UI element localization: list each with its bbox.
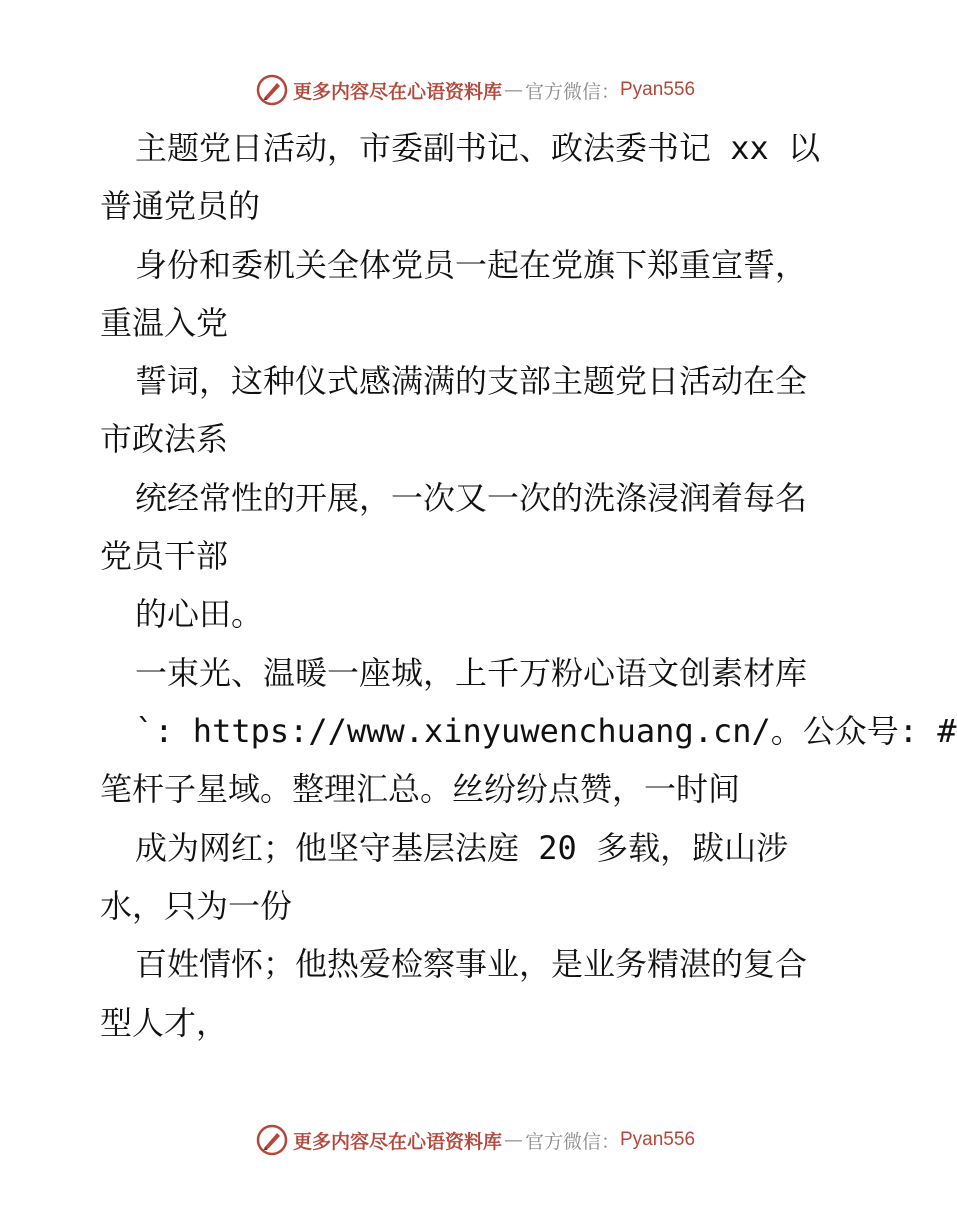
footer-dash: — — [503, 1129, 523, 1151]
body-line: 水，只为一份 — [100, 887, 293, 925]
footer-brand-text: 更多内容尽在心语资料库 — [292, 1130, 502, 1153]
header-wechat-id: Pyan556 — [620, 79, 696, 100]
body-line-url: `: https://www.xinyuwenchuang.cn/。公众号: # — [135, 712, 957, 750]
body-line: 型人才， — [100, 1004, 229, 1042]
header-dash: — — [503, 79, 523, 101]
body-line: 的心田。 — [135, 595, 264, 633]
body-line: 主题党日活动，市委副书记、政法委书记 xx 以 — [135, 129, 821, 167]
body-line: 统经常性的开展，一次又一次的洗涤浸润着每名 — [135, 479, 808, 517]
body-line: 成为网红；他坚守基层法庭 20 多载，跋山涉 — [135, 829, 789, 867]
body-line: 身份和委机关全体党员一起在党旗下郑重宣誓， — [135, 246, 808, 284]
body-line: 党员干部 — [100, 537, 229, 575]
footer-wechat-id: Pyan556 — [620, 1129, 696, 1150]
body-line: 百姓情怀；他热爱检察事业，是业务精湛的复合 — [135, 945, 808, 983]
pen-logo-icon — [255, 73, 289, 107]
body-line: 市政法系 — [100, 420, 229, 458]
header-brand-text: 更多内容尽在心语资料库 — [292, 80, 502, 103]
footer-wechat-label: 官方微信： — [524, 1130, 620, 1153]
header-banner — [0, 70, 950, 110]
body-line: 一束光、温暖一座城，上千万粉心语文创素材库 — [135, 654, 808, 692]
body-line: 普通党员的 — [100, 187, 261, 225]
body-line: 誓词，这种仪式感满满的支部主题党日活动在全 — [135, 362, 808, 400]
pen-logo-icon — [255, 1123, 289, 1157]
header-wechat-label: 官方微信： — [524, 80, 620, 103]
document-body — [0, 118, 957, 1068]
body-line: 重温入党 — [100, 304, 229, 342]
body-line: 笔杆子星域。整理汇总。丝纷纷点赞，一时间 — [100, 770, 741, 808]
footer-banner — [0, 1120, 950, 1160]
